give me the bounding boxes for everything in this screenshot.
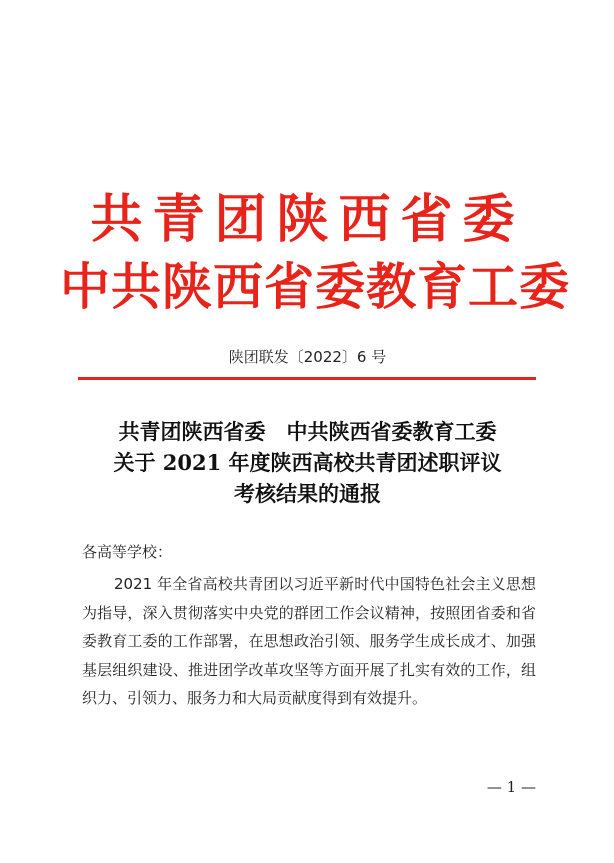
title-line-1: 共青团陕西省委 中共陕西省委教育工委 [118,419,497,444]
page-number: — 1 — [486,778,536,796]
letterhead-line-2: 中共陕西省委教育工委 [60,258,570,316]
title-line-2: 关于 2021 年度陕西高校共青团述职评议 [113,450,502,475]
title-line-3: 考核结果的通报 [234,481,381,506]
red-divider [78,377,536,380]
document-number: 陕团联发〔2022〕6 号 [228,348,387,366]
letterhead-line-1: 共青团陕西省委 [90,190,525,250]
body-paragraph: 2021 年全省高校共青团以习近平新时代中国特色社会主义思想为指导，深入贯彻落实中央党的群团工作会议精神，按照团省委和省委教育工委的工作部署，在思想政治引领、服务学生成长成才、加强基层组织建设、推进团学改革攻坚等方面开展了扎实有效的工作，组织力、引领力、服务力和大局贡献度得到有效提升。 [82,575,536,707]
salutation: 各高等学校： [82,543,173,561]
